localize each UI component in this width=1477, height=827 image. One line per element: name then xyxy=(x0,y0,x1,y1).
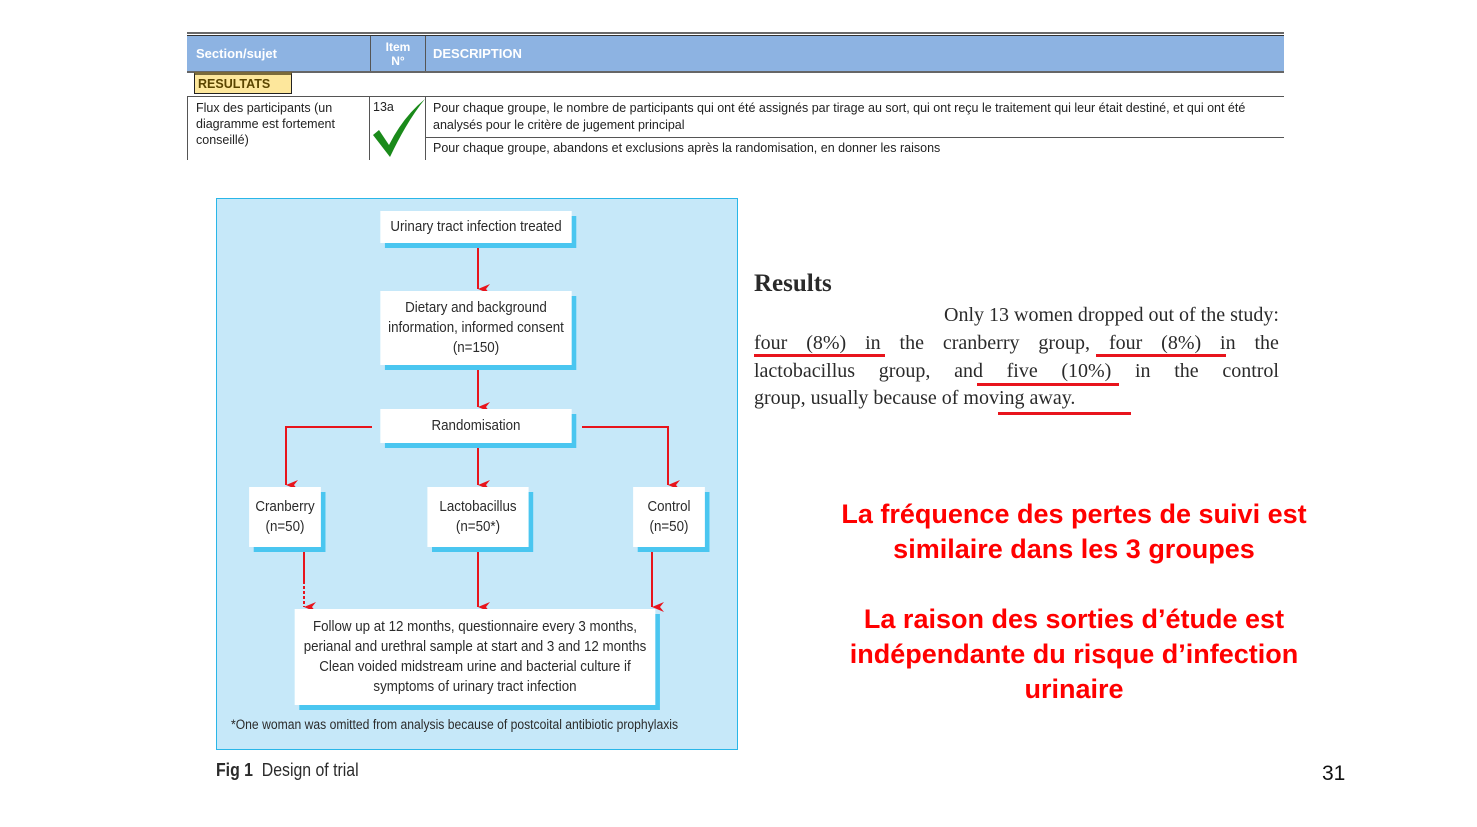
node-randomisation xyxy=(380,409,571,443)
table-row xyxy=(187,97,1284,160)
word: four xyxy=(1108,331,1143,354)
word: (8%) xyxy=(1161,331,1202,354)
text: Only 13 women dropped out of the study: xyxy=(944,304,1279,326)
table-header-row xyxy=(187,35,1284,73)
header-description: DESCRIPTION xyxy=(433,46,522,61)
conclusion-line: indépendante du risque d’infection xyxy=(849,639,1299,669)
node-label: perianal and urethral sample at start and 3 and 12 months xyxy=(303,639,647,655)
word: (10%) xyxy=(1061,359,1112,382)
description-13a-2: Pour chaque groupe, abandons et exclusions après la randomisation, en donner les raisons xyxy=(433,141,941,155)
header-section: Section/sujet xyxy=(196,46,277,61)
word: five xyxy=(1006,359,1038,382)
section-cell: Flux des participants (un diagramme est fortement conseillé) xyxy=(196,101,335,147)
section-row xyxy=(187,72,1284,97)
header-item-no xyxy=(370,36,426,71)
word: and xyxy=(954,359,983,382)
word: the xyxy=(899,331,924,354)
results-heading: Results xyxy=(754,270,832,297)
node-label: Follow up at 12 months, questionnaire every 3 months, xyxy=(312,619,638,635)
results-excerpt xyxy=(754,270,1279,410)
node-consent xyxy=(380,291,571,365)
underline-annotation xyxy=(998,412,1131,415)
figure-title: Design of trial xyxy=(261,760,359,780)
word: cranberry xyxy=(942,331,1020,354)
node-count: (n=50) xyxy=(265,519,305,535)
divider xyxy=(425,137,1284,138)
checkmark-icon xyxy=(369,97,427,159)
node-followup xyxy=(295,609,656,705)
node-cranberry xyxy=(249,487,321,547)
word: group, xyxy=(1038,331,1091,354)
node-control xyxy=(633,487,705,547)
word: the xyxy=(1174,359,1199,382)
word: lactobacillus xyxy=(754,359,856,382)
conclusion-line: urinaire xyxy=(1024,674,1124,704)
item-number: 13a xyxy=(373,100,394,114)
trial-design-flowchart xyxy=(216,198,738,750)
consort-checklist-table xyxy=(187,32,1284,160)
node-label: Control xyxy=(647,499,691,515)
paragraph-line xyxy=(754,385,1279,413)
word: control xyxy=(1222,359,1279,382)
node-lactobacillus xyxy=(427,487,528,547)
paragraph-line xyxy=(754,358,1279,386)
word: the xyxy=(1254,331,1279,354)
underline-annotation xyxy=(977,383,1119,386)
table-top-border xyxy=(187,32,1284,34)
word: (8%) xyxy=(806,331,847,354)
node-uti-treated xyxy=(380,211,571,243)
word: in xyxy=(865,331,881,354)
word: group, xyxy=(878,359,931,382)
node-label: Lactobacillus xyxy=(439,499,517,515)
word: in xyxy=(1220,331,1236,354)
flowchart-footnote: *One woman was omitted from analysis because of postcoital antibiotic prophylaxis xyxy=(231,717,679,732)
node-label: information, informed consent xyxy=(388,320,564,336)
node-count: (n=50*) xyxy=(455,519,501,535)
underline-annotation xyxy=(754,354,885,357)
header-no-label: N° xyxy=(391,53,405,68)
underline-annotation xyxy=(1096,354,1226,357)
conclusion-2 xyxy=(800,602,1348,707)
node-count: (n=150) xyxy=(452,340,500,356)
divider xyxy=(187,97,188,160)
header-item-label: Item xyxy=(385,39,411,54)
slide-number: 31 xyxy=(1322,762,1346,785)
node-label: Cranberry xyxy=(255,499,315,515)
node-label: Dietary and background xyxy=(405,300,547,316)
results-paragraph xyxy=(754,302,1279,413)
conclusion-line: La fréquence des pertes de suivi est xyxy=(841,499,1307,529)
text: group, usually because of moving away. xyxy=(754,387,1076,410)
node-count: (n=50) xyxy=(649,519,689,535)
word: four xyxy=(754,331,788,354)
conclusion-line: similaire dans les 3 groupes xyxy=(893,534,1255,564)
node-label: symptoms of urinary tract infection xyxy=(373,679,577,695)
node-label: Urinary tract infection treated xyxy=(390,219,562,235)
figure-label: Fig 1 xyxy=(216,760,253,780)
paragraph-line xyxy=(754,302,1279,330)
conclusion-1 xyxy=(800,497,1348,567)
node-label: Clean voided midstream urine and bacterial culture if xyxy=(319,659,631,675)
node-label: Randomisation xyxy=(431,418,521,434)
conclusion-line: La raison des sorties d’étude est xyxy=(863,604,1285,634)
word: in xyxy=(1135,359,1151,382)
description-13a-1: Pour chaque groupe, le nombre de participants qui ont été assignés par tirage au sort, qui ont reçu le traitement qui leur était destiné, et qui ont été analysés pour le critère de jugement principal xyxy=(433,101,1246,132)
figure-caption xyxy=(216,760,359,781)
section-badge-resultats: RESULTATS xyxy=(194,72,292,94)
